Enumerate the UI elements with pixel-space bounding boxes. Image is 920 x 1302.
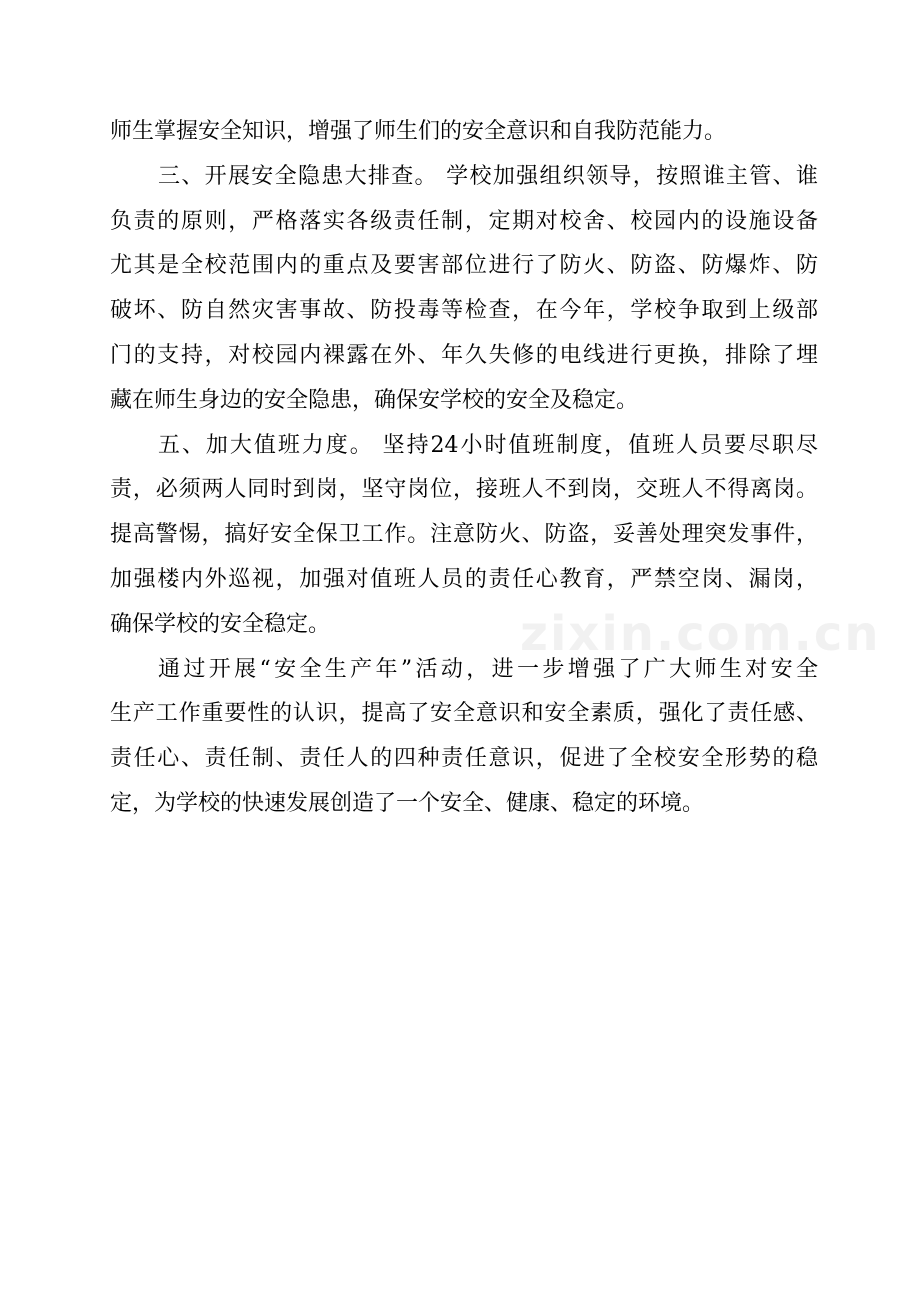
- text-line: 负责的原则，严格落实各级责任制，定期对校舍、校园内的设施设备: [110, 208, 818, 234]
- text-line: 五、加大值班力度。 坚持24小时值班制度，值班人员要尽职尽: [158, 432, 818, 458]
- text-line: 门的支持，对校园内裸露在外、年久失修的电线进行更换，排除了埋: [110, 342, 818, 368]
- text-line: 责，必须两人同时到岗，坚守岗位，接班人不到岗，交班人不得离岗。: [110, 477, 818, 503]
- text-line: 通过开展“安全生产年”活动，进一步增强了广大师生对安全: [158, 656, 818, 682]
- text-line: 加强楼内外巡视，加强对值班人员的责任心教育，严禁空岗、漏岗，: [110, 566, 818, 592]
- document-body: [110, 110, 818, 827]
- text-line: 三、开展安全隐患大排查。 学校加强组织领导，按照谁主管、谁: [158, 163, 818, 189]
- text-line: 生产工作重要性的认识，提高了安全意识和安全素质，强化了责任感、: [110, 701, 818, 727]
- text-line: 定，为学校的快速发展创造了一个安全、健康、稳定的环境。: [110, 790, 705, 816]
- text-line: 提高警惕，搞好安全保卫工作。注意防火、防盗，妥善处理突发事件，: [110, 522, 818, 548]
- text-line: 确保学校的安全稳定。: [110, 611, 331, 637]
- text-line: 尤其是全校范围内的重点及要害部位进行了防火、防盗、防爆炸、防: [110, 253, 818, 279]
- watermark: zixin.com.cn: [520, 606, 881, 662]
- text-line: 藏在师生身边的安全隐患，确保安学校的安全及稳定。: [110, 387, 639, 413]
- text-line: 师生掌握安全知识，增强了师生们的安全意识和自我防范能力。: [110, 119, 727, 144]
- text-line: 破坏、防自然灾害事故、防投毒等检查，在今年，学校争取到上级部: [110, 298, 818, 324]
- text-line: 责任心、责任制、责任人的四种责任意识，促进了全校安全形势的稳: [110, 746, 818, 772]
